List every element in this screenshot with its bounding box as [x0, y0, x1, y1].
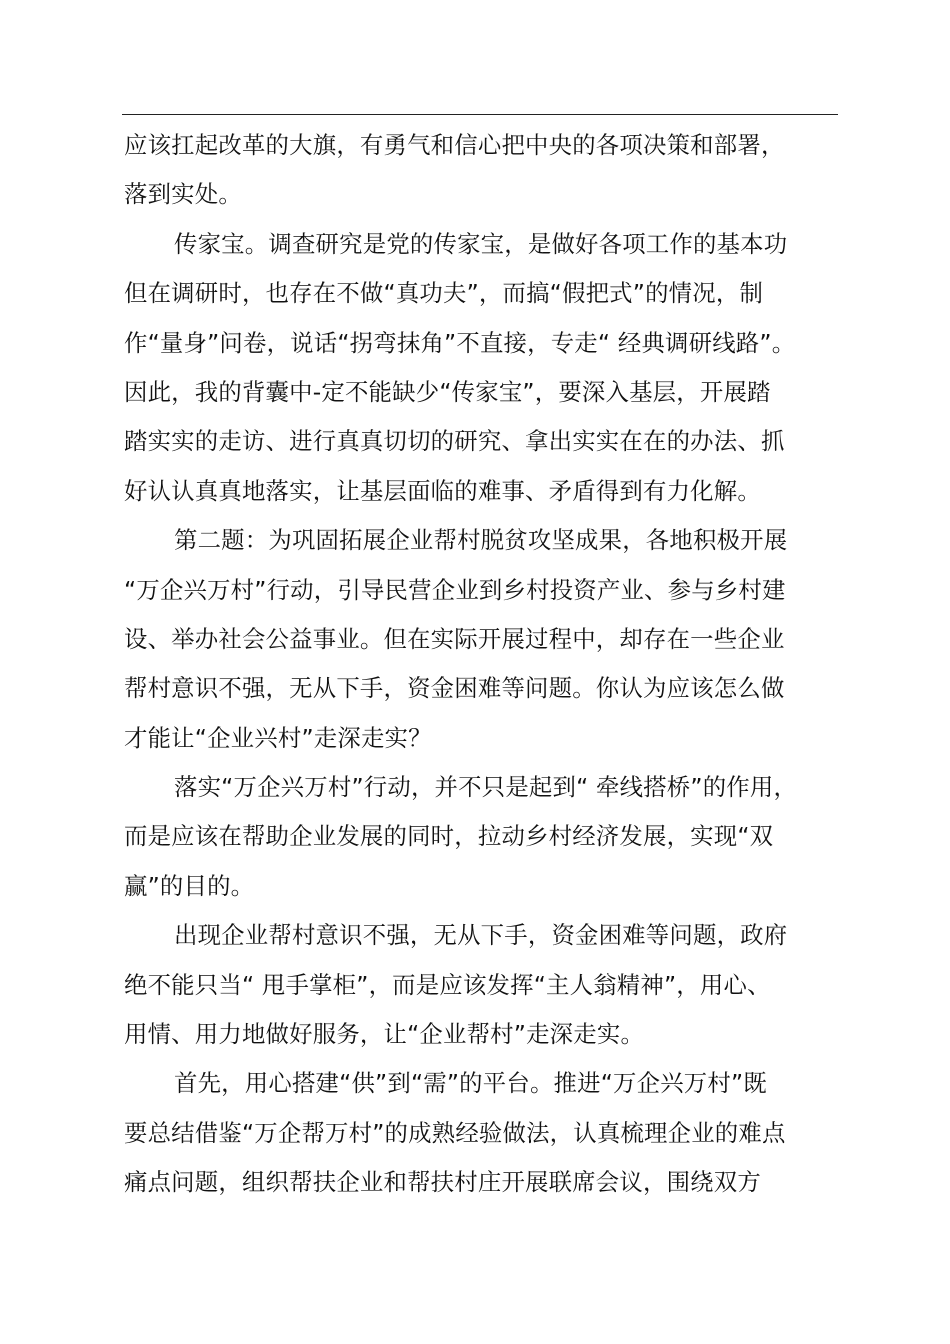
text-line: 作“量身”问卷，说话“拐弯抹角”不直接，专走“ 经典调研线路”。 [124, 328, 796, 357]
text-line: 第二题：为巩固拓展企业帮村脱贫攻坚成果，各地积极开展 [174, 526, 788, 555]
text-line: 落到实处。 [124, 180, 242, 209]
text-line: 用情、用力地做好服务，让“企业帮村”走深走实。 [124, 1020, 645, 1049]
text-line: 绝不能只当“ 甩手掌柜”，而是应该发挥“主人翁精神”，用心、 [124, 970, 771, 999]
text-line: 设、举办社会公益事业。但在实际开展过程中，却存在一些企业 [124, 624, 785, 653]
text-line: 因此，我的背囊中-定不能缺少“传家宝”，要深入基层，开展踏 [124, 377, 771, 406]
body-text [124, 121, 838, 1208]
text-line: 传家宝。调查研究是党的传家宝，是做好各项工作的基本功 [174, 229, 788, 258]
text-line: 痛点问题，组织帮扶企业和帮扶村庄开展联席会议，围绕双方 [124, 1168, 761, 1197]
text-line: 赢”的目的。 [124, 871, 255, 900]
header-rule [122, 114, 838, 115]
text-line: 首先，用心搭建“供”到“需”的平台。推进“万企兴万村”既 [174, 1069, 767, 1098]
text-line: 落实“万企兴万村”行动，并不只是起到“ 牵线搭桥”的作用， [174, 773, 798, 802]
text-line: 要总结借鉴“万企帮万村”的成熟经验做法，认真梳理企业的难点 [124, 1118, 786, 1147]
text-line: “万企兴万村”行动，引导民营企业到乡村投资产业、参与乡村建 [124, 575, 786, 604]
text-line: 才能让“企业兴村”走深走实？ [124, 723, 432, 752]
text-line: 出现企业帮村意识不强，无从下手，资金困难等问题，政府 [174, 921, 788, 950]
text-line: 但在调研时，也存在不做“真功夫”，而搞“假把式”的情况，制 [124, 279, 764, 308]
text-line: 踏实实的走访、进行真真切切的研究、拿出实实在在的办法、抓 [124, 427, 785, 456]
text-line: 帮村意识不强，无从下手，资金困难等问题。你认为应该怎么做 [124, 674, 785, 703]
text-line: 而是应该在帮助企业发展的同时，拉动乡村经济发展，实现“双 [124, 822, 774, 851]
text-line: 好认认真真地落实，让基层面临的难事、矛盾得到有力化解。 [124, 476, 761, 505]
text-line: 应该扛起改革的大旗，有勇气和信心把中央的各项决策和部署， [124, 131, 785, 159]
